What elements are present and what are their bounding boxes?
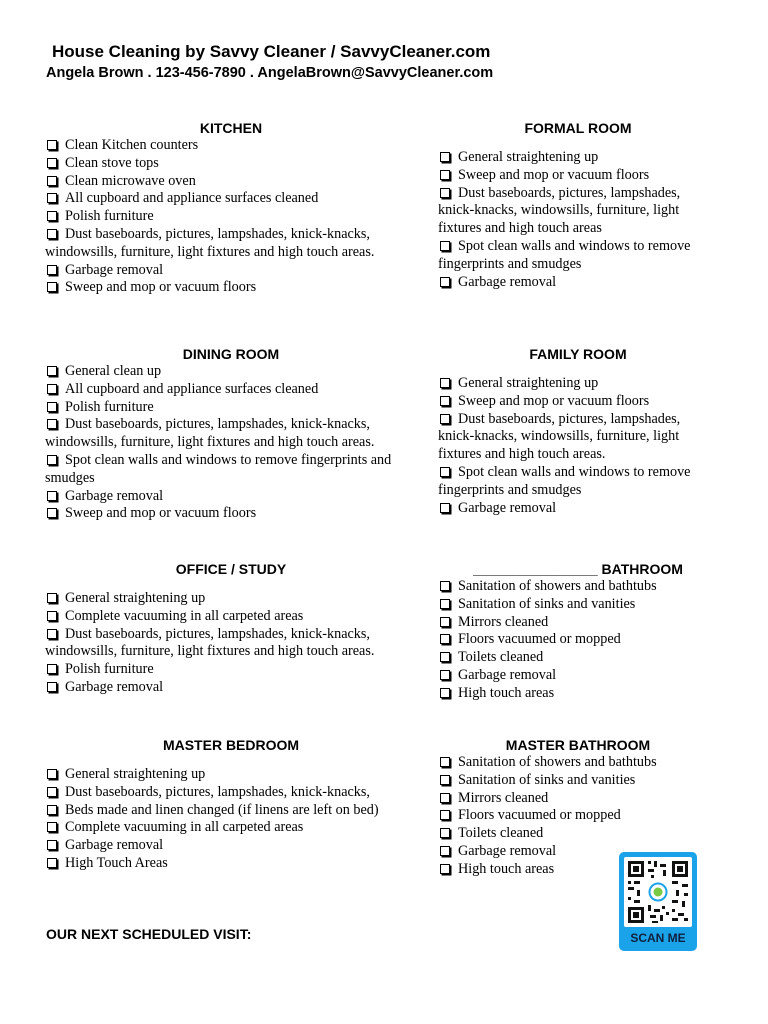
- checklist-item[interactable]: General straightening up: [45, 590, 417, 608]
- contact-line: Angela Brown . 123-456-7890 . AngelaBrown@SavvyCleaner.com: [46, 65, 494, 81]
- checkbox-icon[interactable]: [440, 503, 450, 513]
- checklist-item[interactable]: Toilets cleaned: [438, 825, 718, 843]
- section-formal-room: [438, 119, 718, 291]
- checklist-item[interactable]: Polish furniture: [45, 399, 417, 417]
- checkbox-icon[interactable]: [440, 688, 450, 698]
- checklist-item[interactable]: High touch areas: [438, 861, 718, 879]
- section-title: FORMAL ROOM: [524, 120, 632, 136]
- checkbox-icon[interactable]: [47, 140, 57, 150]
- checklist-item[interactable]: Clean stove tops: [45, 155, 417, 173]
- checkbox-icon[interactable]: [47, 419, 57, 429]
- checkbox-icon[interactable]: [47, 366, 57, 376]
- checklist-item[interactable]: Spot clean walls and windows to remove fingerprints and smudges: [45, 451, 392, 486]
- checkbox-icon[interactable]: [47, 805, 57, 815]
- checklist-item[interactable]: General clean up: [45, 363, 417, 381]
- section-family-room: [438, 345, 718, 517]
- checkbox-icon[interactable]: [47, 822, 57, 832]
- checkbox-icon[interactable]: [47, 282, 57, 292]
- checkbox-icon[interactable]: [47, 265, 57, 275]
- section-master-bedroom: [45, 736, 417, 873]
- checklist-item[interactable]: General straightening up: [438, 149, 718, 167]
- checklist: [45, 766, 417, 873]
- checkbox-icon[interactable]: [47, 664, 57, 674]
- document-header: [46, 41, 493, 83]
- checkbox-icon[interactable]: [47, 593, 57, 603]
- checklist-item[interactable]: Floors vacuumed or mopped: [438, 631, 718, 649]
- checklist-item[interactable]: Spot clean walls and windows to remove fingerprints and smudges: [438, 463, 691, 498]
- checkbox-icon[interactable]: [47, 858, 57, 868]
- checklist-item[interactable]: Dust baseboards, pictures, lampshades, knick-knacks,: [45, 784, 417, 802]
- checkbox-icon[interactable]: [47, 176, 57, 186]
- checklist-item[interactable]: Complete vacuuming in all carpeted areas: [45, 819, 417, 837]
- checklist: [438, 578, 718, 703]
- section-office-study: [45, 560, 417, 697]
- checkbox-icon[interactable]: [47, 508, 57, 518]
- checklist-item[interactable]: General straightening up: [438, 375, 718, 393]
- section-title: OFFICE / STUDY: [175, 561, 287, 577]
- checkbox-icon[interactable]: [440, 241, 450, 251]
- checklist: [45, 363, 417, 523]
- checklist-item[interactable]: Sanitation of sinks and vanities: [438, 596, 718, 614]
- checkbox-icon[interactable]: [47, 158, 57, 168]
- section-bathroom: [438, 560, 718, 703]
- checkbox-icon[interactable]: [440, 467, 450, 477]
- section-title: KITCHEN: [199, 120, 263, 136]
- checkbox-icon[interactable]: [47, 402, 57, 412]
- section-title: ________________ BATHROOM: [473, 561, 683, 577]
- checkbox-icon[interactable]: [47, 840, 57, 850]
- checkbox-icon[interactable]: [440, 846, 450, 856]
- checklist-item[interactable]: Dust baseboards, pictures, lampshades, knick-knacks, windowsills, furniture, light fixtures and high touch areas.: [45, 225, 375, 260]
- checklist-item[interactable]: All cupboard and appliance surfaces cleaned: [45, 381, 417, 399]
- checklist: [438, 149, 718, 291]
- checkbox-icon[interactable]: [440, 188, 450, 198]
- checkbox-icon[interactable]: [440, 793, 450, 803]
- checkbox-icon[interactable]: [440, 810, 450, 820]
- checkbox-icon[interactable]: [47, 787, 57, 797]
- checklist-item[interactable]: Garbage removal: [45, 837, 417, 855]
- checkbox-icon[interactable]: [440, 277, 450, 287]
- checklist-item[interactable]: Garbage removal: [45, 488, 417, 506]
- checklist-item[interactable]: Polish furniture: [45, 661, 417, 679]
- checkbox-icon[interactable]: [440, 864, 450, 874]
- checklist-item[interactable]: Garbage removal: [45, 262, 417, 280]
- checklist-item[interactable]: Clean microwave oven: [45, 173, 417, 191]
- checklist-item[interactable]: Garbage removal: [438, 843, 718, 861]
- checklist-item[interactable]: Garbage removal: [438, 274, 718, 292]
- checklist-item[interactable]: General straightening up: [45, 766, 417, 784]
- checkbox-icon[interactable]: [440, 634, 450, 644]
- checkbox-icon[interactable]: [47, 611, 57, 621]
- checklist-item[interactable]: Complete vacuuming in all carpeted areas: [45, 608, 417, 626]
- checkbox-icon[interactable]: [440, 828, 450, 838]
- document-title: House Cleaning by Savvy Cleaner / SavvyCleaner.com: [52, 42, 491, 61]
- checklist-item[interactable]: Sanitation of showers and bathtubs: [438, 754, 718, 772]
- checkbox-icon[interactable]: [47, 384, 57, 394]
- checkbox-icon[interactable]: [47, 193, 57, 203]
- checklist-item[interactable]: Dust baseboards, pictures, lampshades, knick-knacks, windowsills, furniture, light fixtures and high touch areas.: [45, 625, 375, 660]
- checkbox-icon[interactable]: [47, 769, 57, 779]
- checkbox-icon[interactable]: [440, 775, 450, 785]
- checkbox-icon[interactable]: [440, 757, 450, 767]
- checkbox-icon[interactable]: [440, 414, 450, 424]
- checklist-item[interactable]: Floors vacuumed or mopped: [438, 807, 718, 825]
- checklist-item[interactable]: Dust baseboards, pictures, lampshades, knick-knacks, windowsills, furniture, light fixtures and high touch areas: [438, 184, 681, 237]
- checklist-item[interactable]: All cupboard and appliance surfaces cleaned: [45, 190, 417, 208]
- checklist-item[interactable]: Sweep and mop or vacuum floors: [438, 167, 718, 185]
- section-dining-room: [45, 345, 417, 523]
- checklist-item[interactable]: Sweep and mop or vacuum floors: [45, 279, 417, 297]
- checklist-item[interactable]: Toilets cleaned: [438, 649, 718, 667]
- section-title: MASTER BATHROOM: [505, 737, 651, 753]
- checkbox-icon[interactable]: [47, 682, 57, 692]
- next-visit-label: OUR NEXT SCHEDULED VISIT:: [46, 926, 252, 942]
- checklist: [438, 375, 718, 517]
- checkbox-icon[interactable]: [440, 396, 450, 406]
- checkbox-icon[interactable]: [47, 629, 57, 639]
- checklist-item[interactable]: Sanitation of sinks and vanities: [438, 772, 718, 790]
- checklist-item[interactable]: Garbage removal: [45, 679, 417, 697]
- checkbox-icon[interactable]: [47, 455, 57, 465]
- checklist-item[interactable]: Beds made and linen changed (if linens are left on bed): [45, 802, 417, 820]
- checklist-item[interactable]: Spot clean walls and windows to remove fingerprints and smudges: [438, 237, 691, 272]
- scan-me-label: SCAN ME: [630, 931, 686, 945]
- checkbox-icon[interactable]: [440, 581, 450, 591]
- checkbox-icon[interactable]: [440, 670, 450, 680]
- checklist-item[interactable]: Dust baseboards, pictures, lampshades, knick-knacks, windowsills, furniture, light fixtures and high touch areas.: [45, 416, 375, 451]
- checkbox-icon[interactable]: [440, 152, 450, 162]
- checklist-item[interactable]: Mirrors cleaned: [438, 790, 718, 808]
- checklist-item[interactable]: Polish furniture: [45, 208, 417, 226]
- checklist-item[interactable]: Clean Kitchen counters: [45, 137, 417, 155]
- checklist: [45, 137, 417, 297]
- checkbox-icon[interactable]: [47, 211, 57, 221]
- checkbox-icon[interactable]: [440, 599, 450, 609]
- checklist-item[interactable]: High touch areas: [438, 685, 718, 703]
- checklist: [45, 590, 417, 697]
- qr-code-icon[interactable]: [624, 857, 692, 927]
- checkbox-icon[interactable]: [47, 491, 57, 501]
- checkbox-icon[interactable]: [440, 652, 450, 662]
- checkbox-icon[interactable]: [440, 617, 450, 627]
- checklist-item[interactable]: Sweep and mop or vacuum floors: [45, 505, 417, 523]
- checklist-item[interactable]: Garbage removal: [438, 667, 718, 685]
- checkbox-icon[interactable]: [440, 378, 450, 388]
- checklist-item[interactable]: Garbage removal: [438, 500, 718, 518]
- checklist-item[interactable]: Sweep and mop or vacuum floors: [438, 393, 718, 411]
- checkbox-icon[interactable]: [47, 229, 57, 239]
- qr-code-card[interactable]: [619, 852, 697, 951]
- checklist-item[interactable]: Mirrors cleaned: [438, 614, 718, 632]
- checkbox-icon[interactable]: [440, 170, 450, 180]
- section-kitchen: [45, 119, 417, 297]
- section-title: MASTER BEDROOM: [162, 737, 300, 753]
- checklist-item[interactable]: Dust baseboards, pictures, lampshades, knick-knacks, windowsills, furniture, light fixtures and high touch areas.: [438, 410, 681, 463]
- section-title: DINING ROOM: [182, 346, 280, 362]
- checklist-item[interactable]: Sanitation of showers and bathtubs: [438, 578, 718, 596]
- section-title: FAMILY ROOM: [529, 346, 627, 362]
- checklist-item[interactable]: High Touch Areas: [45, 855, 417, 873]
